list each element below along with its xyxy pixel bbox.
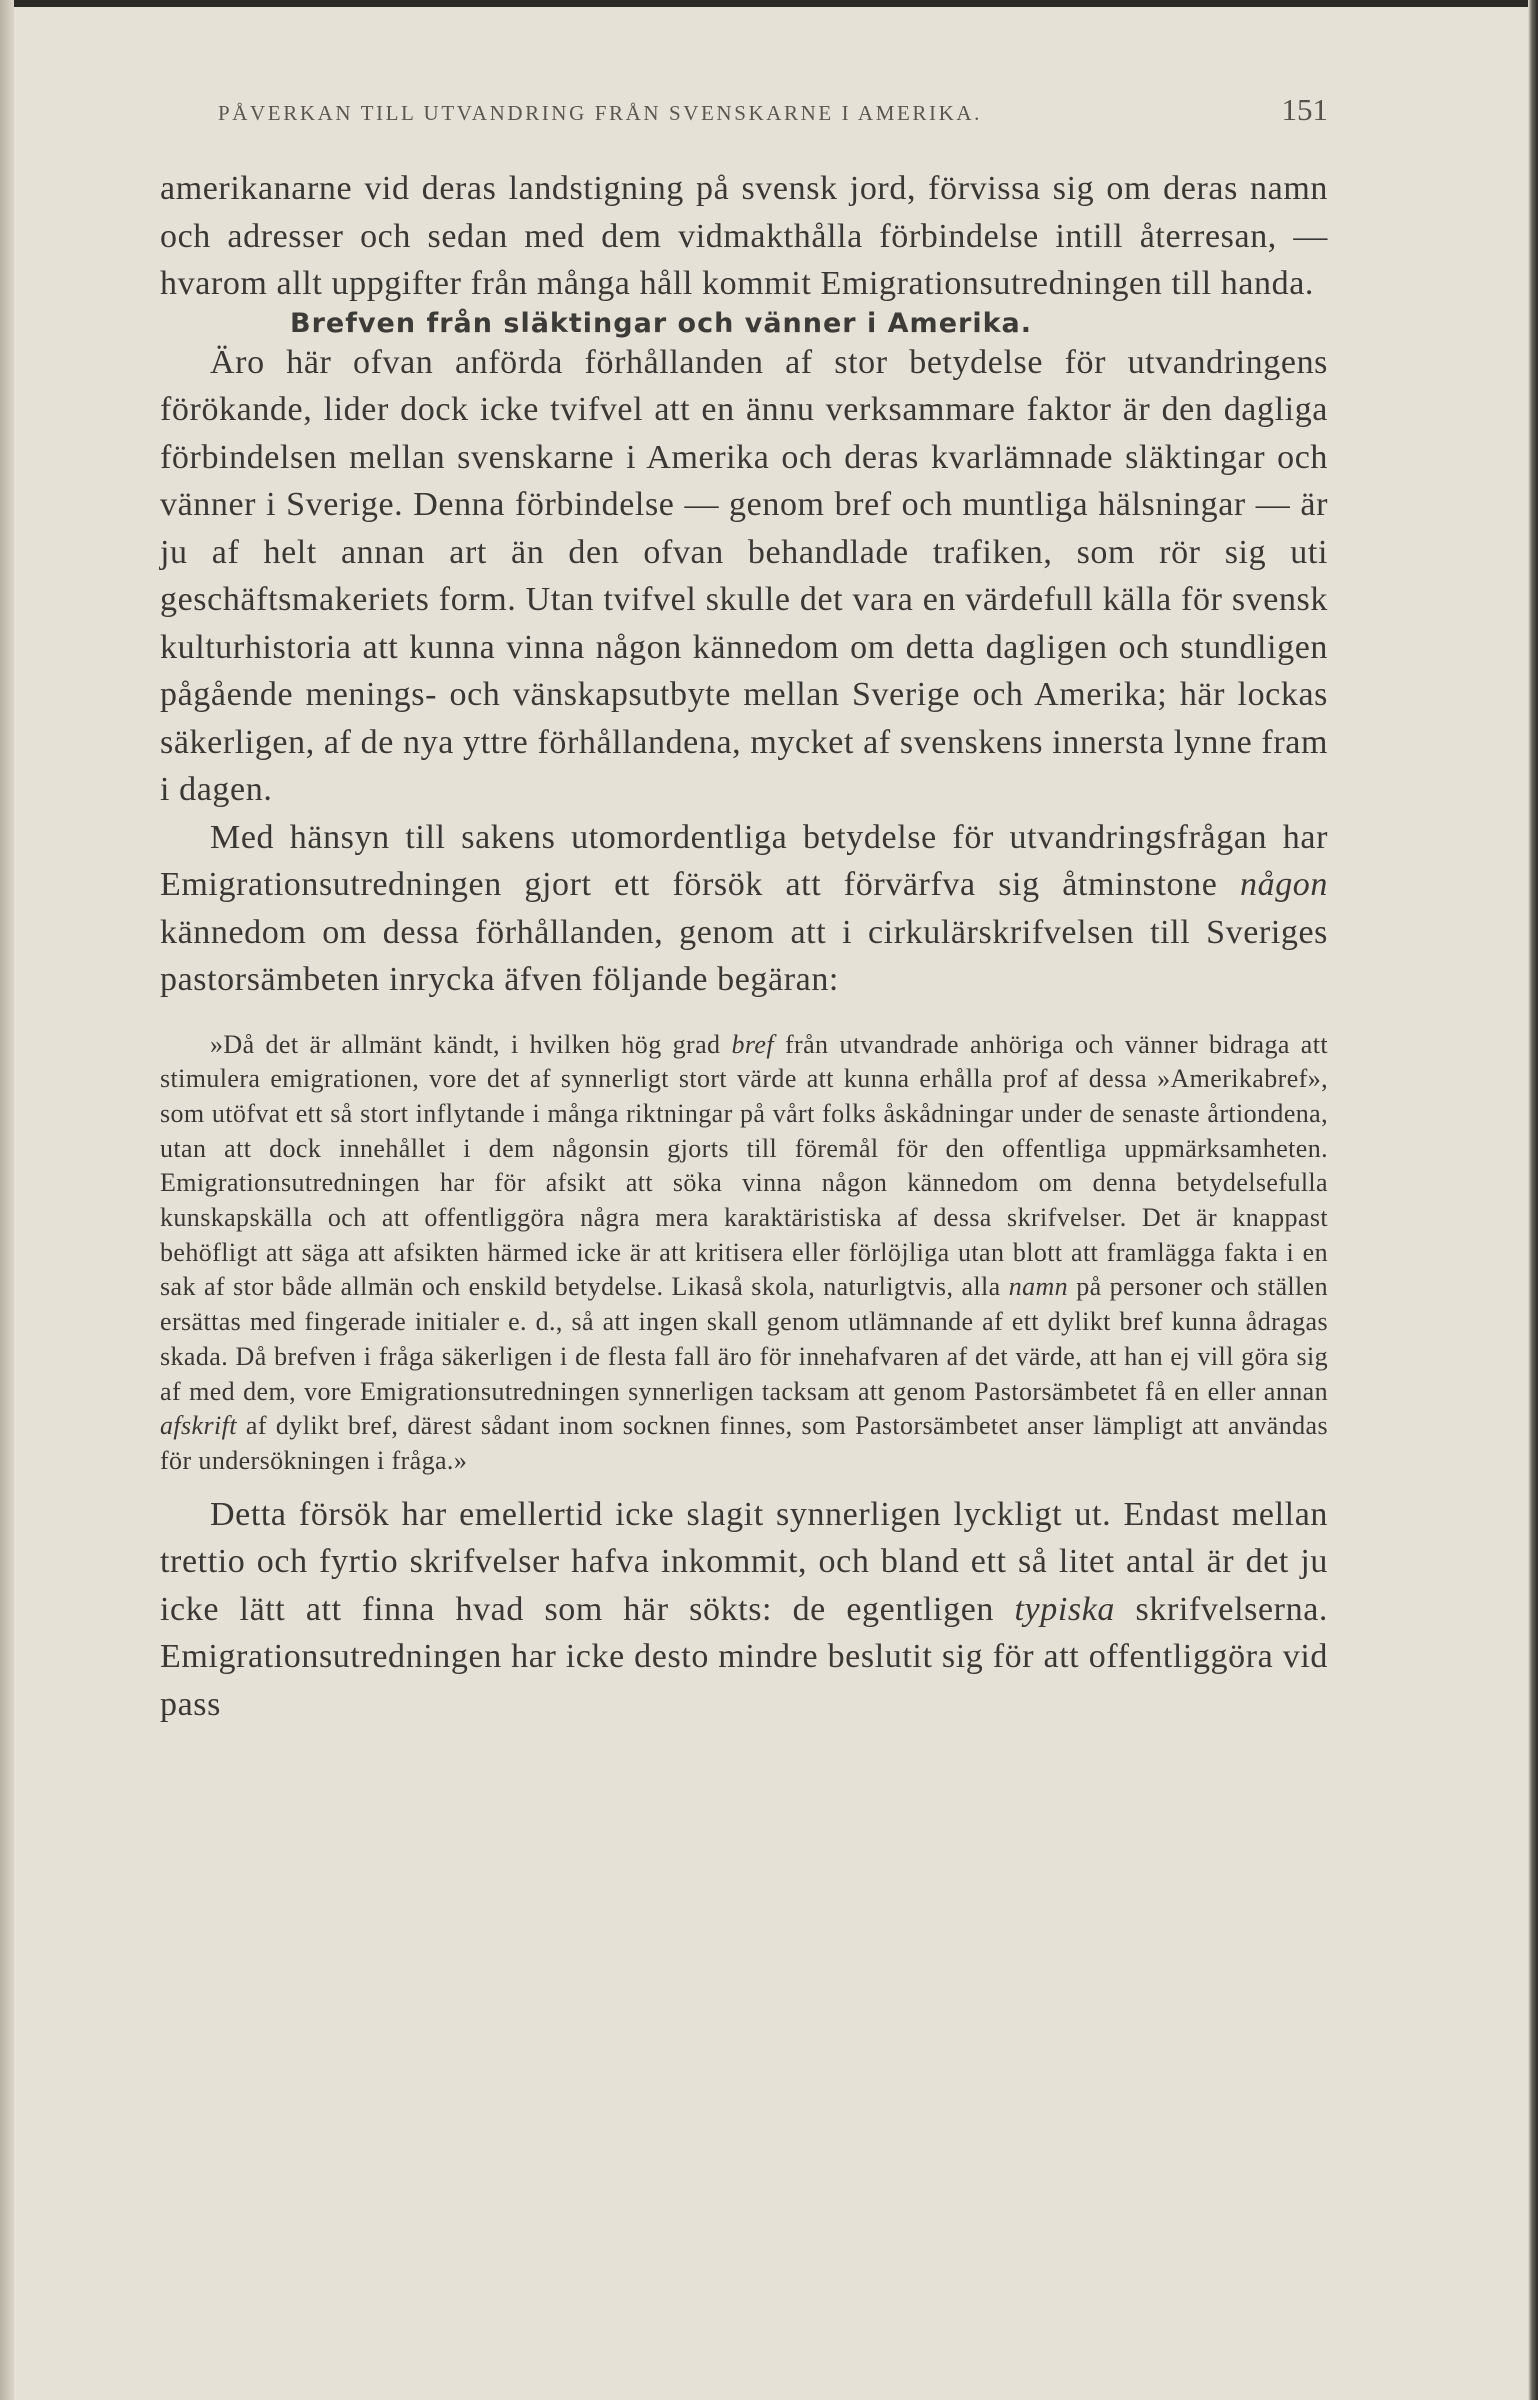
paragraph-4-text-a: Detta försök har emellertid icke slagit synnerligen lyckligt ut. Endast mellan trettio och fyrtio skrifvelser hafva inkommit, och bland ett så litet antal är det ju icke lätt att finna hvad som här sökts: de egentligen	[160, 1495, 1328, 1628]
quote-text-d: af dylikt bref, därest sådant inom socknen finnes, som Pastorsämbetet anser lämpligt att användas för undersökningen i fråga.»	[160, 1411, 1328, 1475]
paragraph-3-emphasis: någon	[1240, 866, 1328, 903]
page-number: 151	[1281, 92, 1328, 127]
quoted-request	[160, 1028, 1328, 1479]
section-heading: Brefven från släktingar och vänner i Amerika.	[290, 307, 1033, 339]
paragraph-3-text-a: Med hänsyn till sakens utomordentliga betydelse för utvandringsfrågan har Emigrationsutredningen gjort ett försök att förvärfva sig åtminstone	[160, 818, 1328, 903]
running-title: PÅVERKAN TILL UTVANDRING FRÅN SVENSKARNE I AMERIKA.	[218, 101, 982, 125]
paragraph-1: amerikanarne vid deras landstigning på svensk jord, förvissa sig om deras namn och adresser och sedan med dem vidmakthålla förbindelse intill återresan, — hvarom allt uppgifter från många håll kommit Emigrationsutredningen till handa.	[160, 170, 1328, 302]
scan-left-edge	[0, 0, 14, 2400]
paragraph-2: Äro här ofvan anförda förhållanden af stor betydelse för utvandringens förökande, lider dock icke tvifvel att en ännu verksammare faktor är den dagliga förbindelsen mellan svenskarne i Amerika och deras kvarlämnade släktingar och vänner i Sverige. Denna förbindelse — genom bref och muntliga hälsningar — är ju af helt annan art än den ofvan behandlade trafiken, som rör sig uti geschäftsmakeriets form. Utan tvifvel skulle det vara en värdefull källa för svensk kulturhistoria att kunna vinna någon kännedom om detta dagligen och stundligen pågående menings- och vänskapsutbyte mellan Sverige och Amerika; här lockas säkerligen, af de nya yttre förhållandena, mycket af svenskens innersta lynne fram i dagen.	[160, 343, 1328, 808]
quote-emphasis-bref: bref	[731, 1029, 774, 1059]
quote-text-b: från utvandrade anhöriga och vänner bidraga att stimulera emigrationen, vore det af synnerligt stort värde att kunna erhålla prof af dessa »Amerikabref», som utöfvat ett så stort inflytande i många riktningar på vårt folks åskådningar under de senaste årtiondena, utan att dock innehållet i dem någonsin gjorts till föremål för den offentliga uppmärksamheten. Emigrationsutredningen har för afsikt att söka vinna någon kännedom om denna betydelsefulla kunskapskälla och att offentliggöra några mera karaktäristiska af dessa skrifvelser. Det är knappast behöfligt att säga att afsikten härmed icke är att kritisera eller förlöjliga utan blott att framlägga fakta i en sak af stor både allmän och enskild betydelse. Likaså skola, naturligtvis, alla	[160, 1029, 1328, 1302]
page-body	[160, 165, 1328, 1728]
running-head	[218, 92, 1328, 128]
quote-text-a: »Då det är allmänt kändt, i hvilken hög grad	[210, 1029, 732, 1059]
paragraph-3-text-b: kännedom om dessa förhållanden, genom att i cirkulärskrifvelsen till Sveriges pastorsämbeten inrycka äfven följande begäran:	[160, 913, 1328, 998]
paragraph-4-emphasis: typiska	[1014, 1590, 1115, 1628]
quote-emphasis-afskrift: afskrift	[160, 1411, 237, 1441]
paragraph-4-text-b: skrifvelserna. Emigrationsutredningen har icke desto mindre beslutit sig för att offentliggöra vid pass	[160, 1590, 1328, 1723]
quote-text-c: på personer och ställen ersättas med fingerade initialer e. d., så att ingen skall genom utlämnande af ett dylikt bref kunna ådragas skada. Då brefven i fråga säkerligen i de flesta fall äro för innehafvaren af det värde, att han ej vill göra sig af med dem, vore Emigrationsutredningen synnerligen tacksam att genom Pastorsämbetet få en eller annan	[160, 1272, 1328, 1406]
quote-emphasis-namn: namn	[1008, 1272, 1069, 1302]
paragraph-4	[160, 1491, 1328, 1729]
paragraph-3	[160, 814, 1328, 1004]
scan-top-edge	[0, 0, 1538, 7]
scan-right-edge	[1528, 0, 1538, 2400]
